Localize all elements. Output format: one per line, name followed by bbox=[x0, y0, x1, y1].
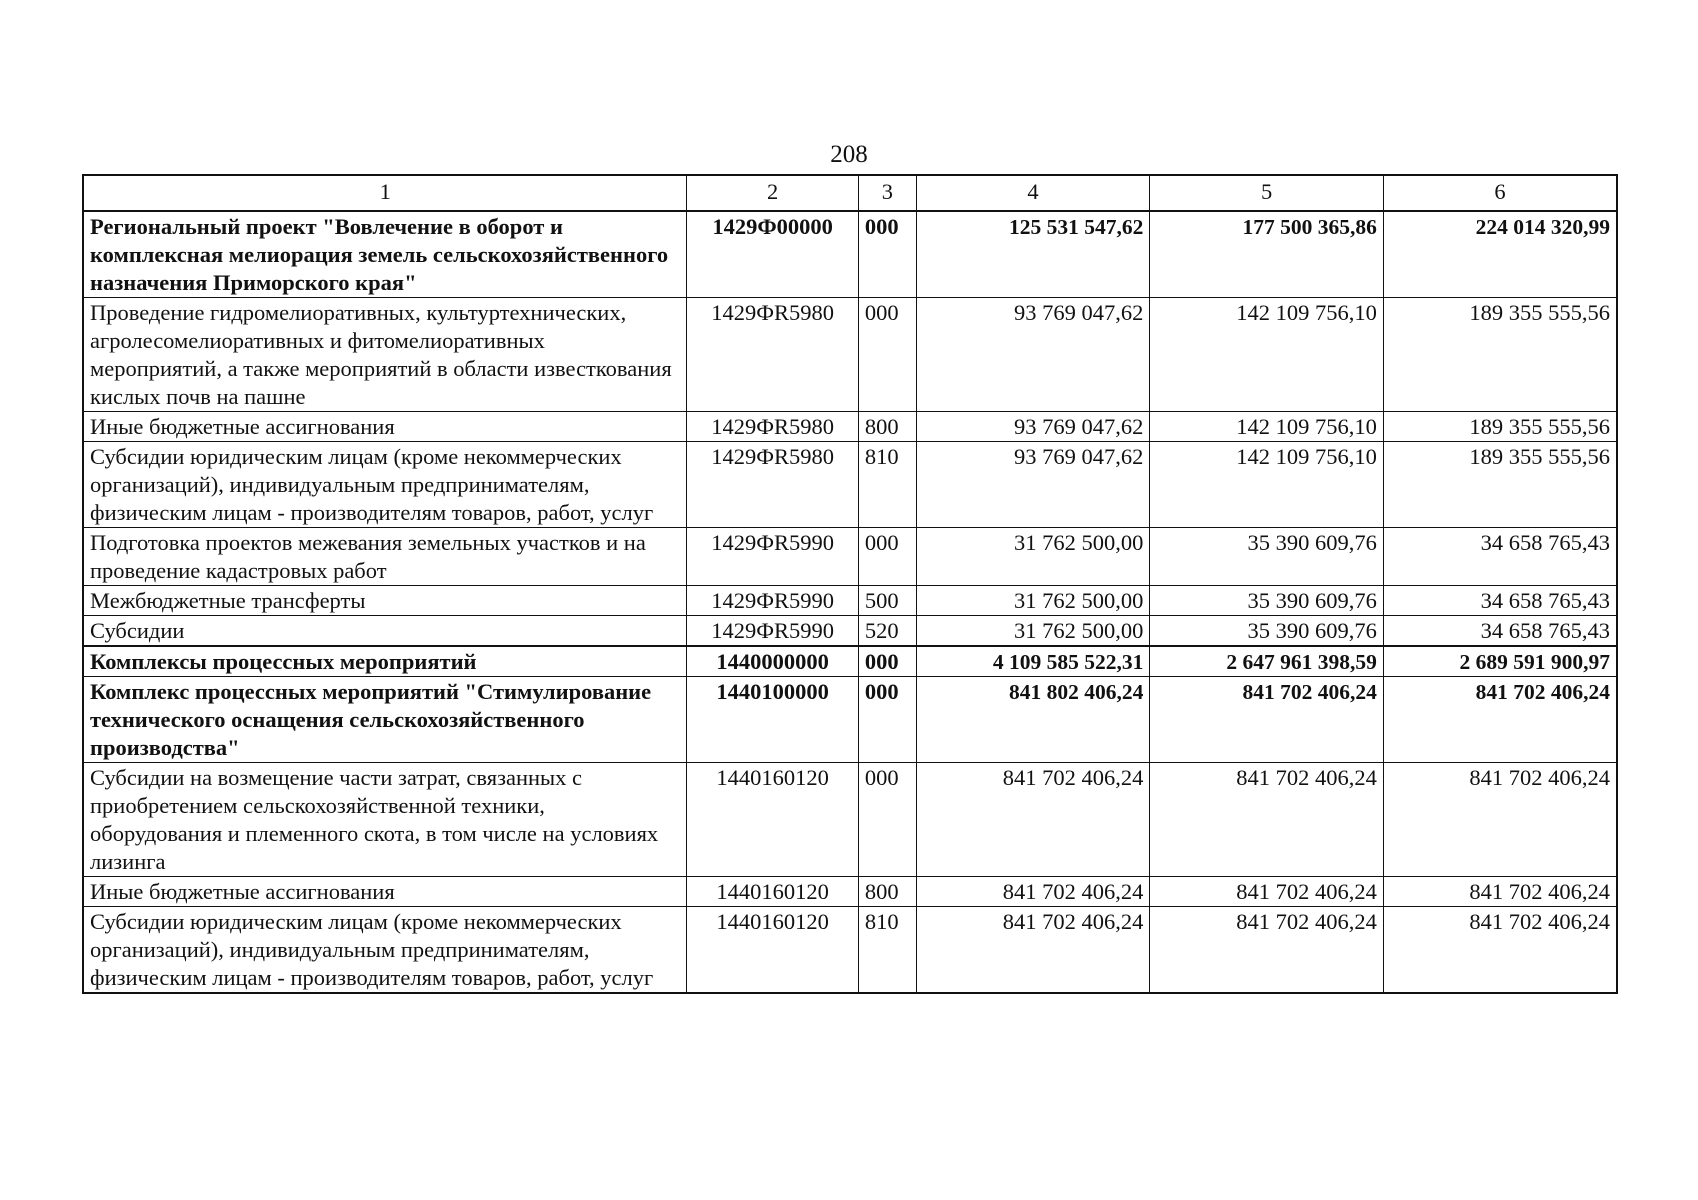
row-name: Иные бюджетные ассигнования bbox=[83, 877, 687, 907]
row-amount-2: 841 702 406,24 bbox=[1150, 907, 1384, 994]
table-row bbox=[83, 646, 1617, 677]
row-name: Субсидии на возмещение части затрат, связанных с приобретением сельскохозяйственной техники, оборудования и племенного скота, в том числе на условиях лизинга bbox=[83, 763, 687, 877]
row-type: 810 bbox=[858, 907, 916, 994]
row-name: Субсидии bbox=[83, 616, 687, 647]
table-row bbox=[83, 528, 1617, 586]
row-name: Субсидии юридическим лицам (кроме некоммерческих организаций), индивидуальным предпринимателям, физическим лицам - производителям товаров, работ, услуг bbox=[83, 907, 687, 994]
row-amount-3: 2 689 591 900,97 bbox=[1383, 646, 1617, 677]
table-row bbox=[83, 586, 1617, 616]
row-name: Комплексы процессных мероприятий bbox=[83, 646, 687, 677]
row-amount-1: 841 802 406,24 bbox=[916, 677, 1150, 763]
row-amount-1: 93 769 047,62 bbox=[916, 442, 1150, 528]
row-code: 1440000000 bbox=[687, 646, 858, 677]
header-col-4: 4 bbox=[916, 175, 1150, 211]
header-row bbox=[83, 175, 1617, 211]
row-amount-2: 35 390 609,76 bbox=[1150, 528, 1384, 586]
row-amount-3: 189 355 555,56 bbox=[1383, 412, 1617, 442]
row-amount-3: 34 658 765,43 bbox=[1383, 616, 1617, 647]
row-amount-2: 841 702 406,24 bbox=[1150, 877, 1384, 907]
row-name: Региональный проект "Вовлечение в оборот и комплексная мелиорация земель сельскохозяйственного назначения Приморского края" bbox=[83, 211, 687, 298]
table-row bbox=[83, 763, 1617, 877]
row-amount-1: 93 769 047,62 bbox=[916, 298, 1150, 412]
header-col-6: 6 bbox=[1383, 175, 1617, 211]
row-amount-1: 841 702 406,24 bbox=[916, 877, 1150, 907]
row-type: 520 bbox=[858, 616, 916, 647]
row-code: 1440100000 bbox=[687, 677, 858, 763]
table-body bbox=[83, 211, 1617, 993]
row-amount-1: 125 531 547,62 bbox=[916, 211, 1150, 298]
table-header bbox=[83, 175, 1617, 211]
row-type: 000 bbox=[858, 646, 916, 677]
row-code: 1429ФR5980 bbox=[687, 442, 858, 528]
row-amount-1: 31 762 500,00 bbox=[916, 528, 1150, 586]
header-col-3: 3 bbox=[858, 175, 916, 211]
row-type: 000 bbox=[858, 763, 916, 877]
row-amount-3: 841 702 406,24 bbox=[1383, 677, 1617, 763]
row-name: Комплекс процессных мероприятий "Стимулирование технического оснащения сельскохозяйственного производства" bbox=[83, 677, 687, 763]
row-amount-1: 31 762 500,00 bbox=[916, 616, 1150, 647]
table-row bbox=[83, 616, 1617, 647]
row-amount-2: 142 109 756,10 bbox=[1150, 298, 1384, 412]
row-amount-2: 35 390 609,76 bbox=[1150, 586, 1384, 616]
row-amount-1: 31 762 500,00 bbox=[916, 586, 1150, 616]
row-code: 1440160120 bbox=[687, 877, 858, 907]
row-amount-2: 35 390 609,76 bbox=[1150, 616, 1384, 647]
row-type: 800 bbox=[858, 412, 916, 442]
header-col-5: 5 bbox=[1150, 175, 1384, 211]
table-row bbox=[83, 211, 1617, 298]
header-col-2: 2 bbox=[687, 175, 858, 211]
row-name: Межбюджетные трансферты bbox=[83, 586, 687, 616]
row-amount-2: 177 500 365,86 bbox=[1150, 211, 1384, 298]
row-code: 1429ФR5990 bbox=[687, 616, 858, 647]
row-type: 000 bbox=[858, 528, 916, 586]
row-amount-3: 841 702 406,24 bbox=[1383, 907, 1617, 994]
row-type: 000 bbox=[858, 211, 916, 298]
row-code: 1429Ф00000 bbox=[687, 211, 858, 298]
row-amount-3: 34 658 765,43 bbox=[1383, 528, 1617, 586]
row-type: 000 bbox=[858, 298, 916, 412]
table-row bbox=[83, 677, 1617, 763]
row-amount-1: 841 702 406,24 bbox=[916, 907, 1150, 994]
table-row bbox=[83, 442, 1617, 528]
row-amount-3: 841 702 406,24 bbox=[1383, 877, 1617, 907]
row-amount-3: 189 355 555,56 bbox=[1383, 298, 1617, 412]
row-code: 1440160120 bbox=[687, 907, 858, 994]
row-name: Иные бюджетные ассигнования bbox=[83, 412, 687, 442]
row-code: 1429ФR5980 bbox=[687, 298, 858, 412]
row-code: 1429ФR5990 bbox=[687, 586, 858, 616]
budget-table bbox=[82, 174, 1618, 994]
row-amount-2: 142 109 756,10 bbox=[1150, 412, 1384, 442]
row-amount-1: 93 769 047,62 bbox=[916, 412, 1150, 442]
table-row bbox=[83, 907, 1617, 994]
table-row bbox=[83, 412, 1617, 442]
row-type: 810 bbox=[858, 442, 916, 528]
row-amount-2: 142 109 756,10 bbox=[1150, 442, 1384, 528]
row-amount-2: 2 647 961 398,59 bbox=[1150, 646, 1384, 677]
row-amount-1: 4 109 585 522,31 bbox=[916, 646, 1150, 677]
row-code: 1440160120 bbox=[687, 763, 858, 877]
row-amount-3: 841 702 406,24 bbox=[1383, 763, 1617, 877]
row-name: Подготовка проектов межевания земельных участков и на проведение кадастровых работ bbox=[83, 528, 687, 586]
row-code: 1429ФR5980 bbox=[687, 412, 858, 442]
row-amount-3: 34 658 765,43 bbox=[1383, 586, 1617, 616]
table-row bbox=[83, 298, 1617, 412]
page-number: 208 bbox=[830, 141, 868, 168]
row-type: 500 bbox=[858, 586, 916, 616]
table-row bbox=[83, 877, 1617, 907]
row-amount-1: 841 702 406,24 bbox=[916, 763, 1150, 877]
row-name: Субсидии юридическим лицам (кроме некоммерческих организаций), индивидуальным предпринимателям, физическим лицам - производителям товаров, работ, услуг bbox=[83, 442, 687, 528]
row-amount-2: 841 702 406,24 bbox=[1150, 763, 1384, 877]
row-type: 000 bbox=[858, 677, 916, 763]
row-type: 800 bbox=[858, 877, 916, 907]
row-amount-2: 841 702 406,24 bbox=[1150, 677, 1384, 763]
row-amount-3: 189 355 555,56 bbox=[1383, 442, 1617, 528]
row-code: 1429ФR5990 bbox=[687, 528, 858, 586]
row-amount-3: 224 014 320,99 bbox=[1383, 211, 1617, 298]
row-name: Проведение гидромелиоративных, культуртехнических, агролесомелиоративных и фитомелиоративных мероприятий, а также мероприятий в области известкования кислых почв на пашне bbox=[83, 298, 687, 412]
header-col-1: 1 bbox=[83, 175, 687, 211]
